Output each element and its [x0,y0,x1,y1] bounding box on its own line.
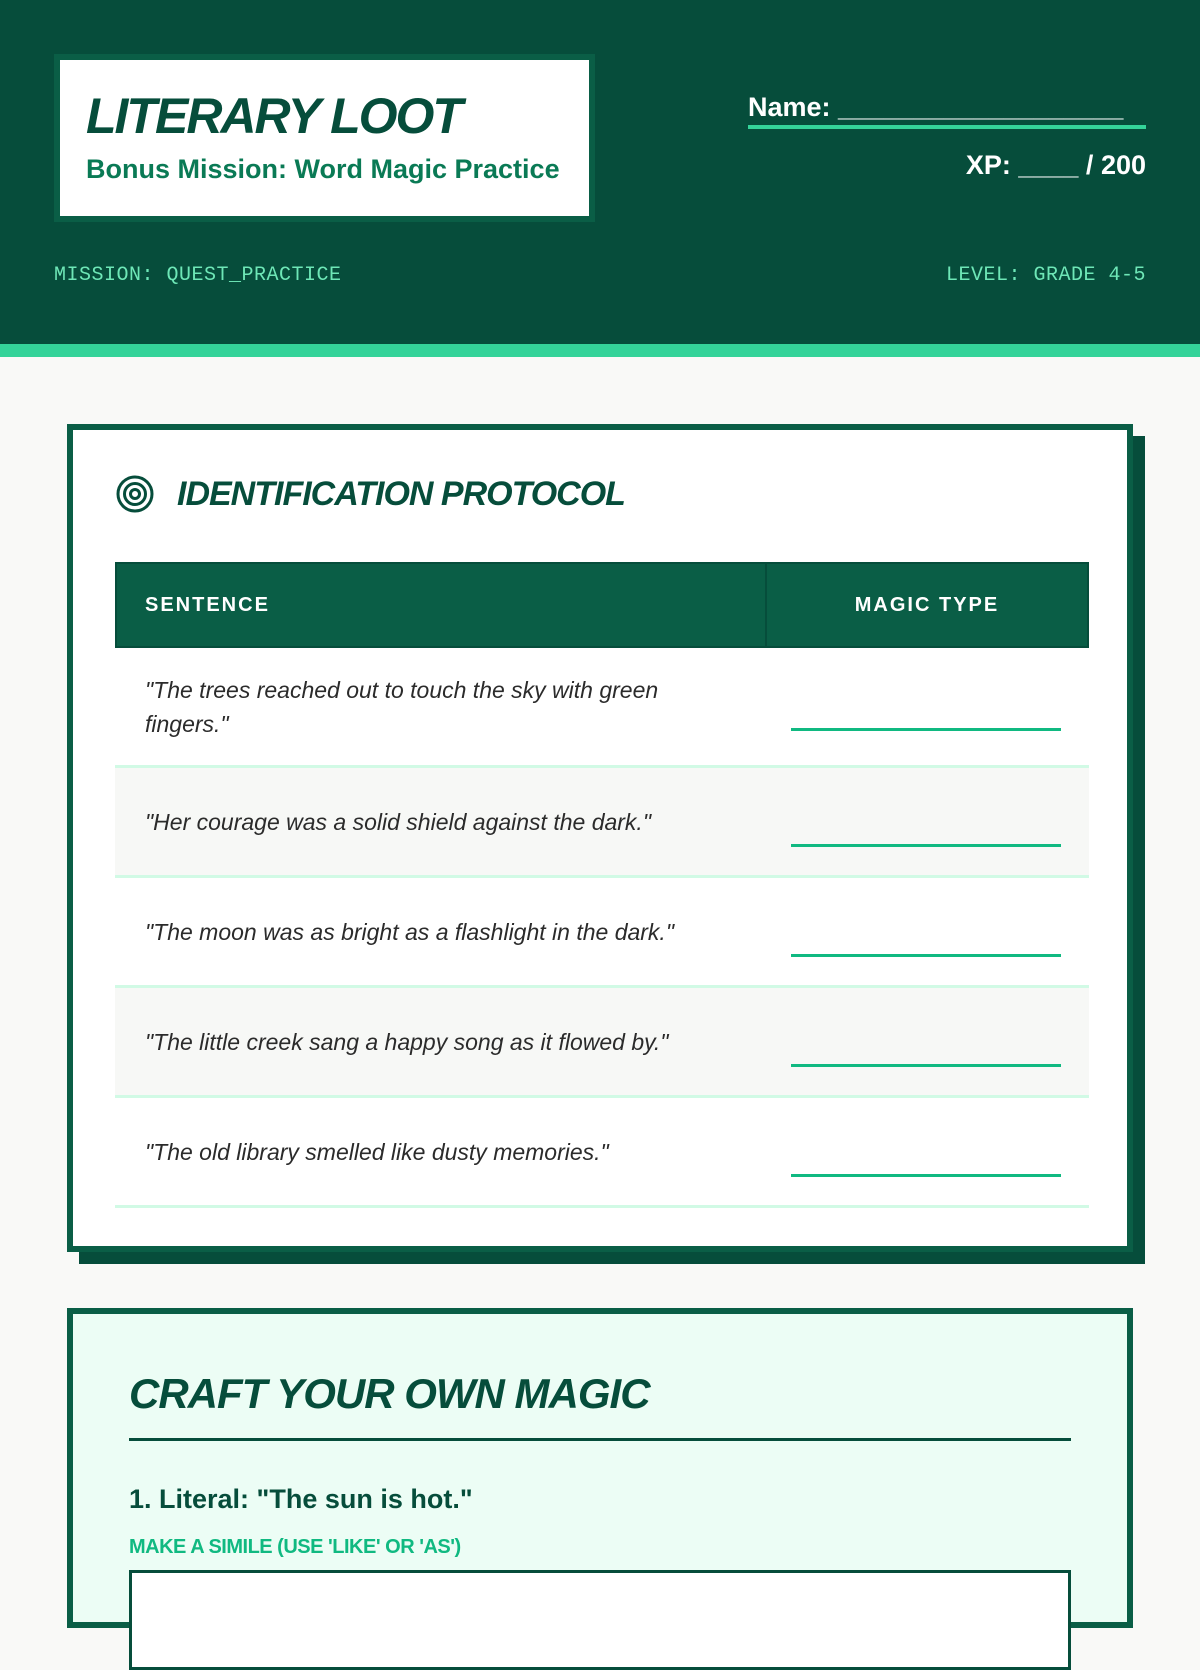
answer-line [791,954,1061,957]
sentence-cell: "Her courage was a solid shield against the dark." [145,808,651,835]
identification-card [67,424,1133,1252]
magic-type-answer[interactable] [765,648,1089,765]
magic-type-answer[interactable] [765,768,1089,875]
header-accent-bar [0,344,1200,357]
craft-section [67,1308,1133,1628]
prompt-title: 1. Literal: "The sun is hot." [129,1484,473,1514]
simile-answer-box[interactable] [129,1570,1071,1670]
answer-line [791,1064,1061,1067]
table-row [115,878,1089,988]
table-row [115,988,1089,1098]
prompt-instruction: MAKE A SIMILE (USE 'LIKE' OR 'AS') [129,1536,461,1558]
worksheet-subtitle: Bonus Mission: Word Magic Practice [86,154,560,184]
table-row [115,1098,1089,1208]
target-icon [115,474,155,514]
table-row [115,768,1089,878]
answer-line [791,844,1061,847]
craft-divider [129,1438,1071,1441]
answer-line [791,728,1061,731]
worksheet-title: LITERARY LOOT [86,88,461,144]
sentence-cell: "The trees reached out to touch the sky with green fingers." [145,676,659,737]
sentence-cell: "The little creek sang a happy song as it flowed by." [145,1028,669,1055]
sentence-cell: "The moon was as bright as a flashlight in the dark." [145,918,674,945]
title-card [54,54,595,222]
xp-field[interactable]: XP: ____ / 200 [965,150,1146,180]
mission-code: MISSION: QUEST_PRACTICE [54,264,342,287]
magic-type-answer[interactable] [765,988,1089,1095]
table-header [115,562,1089,648]
sentence-cell: "The old library smelled like dusty memories." [145,1138,609,1165]
worksheet-header [0,0,1200,344]
identification-title: IDENTIFICATION PROTOCOL [177,474,625,513]
magic-type-answer[interactable] [765,1098,1089,1205]
column-header-magic-type: MAGIC TYPE [854,593,1000,616]
answer-line [791,1174,1061,1177]
grade-level: LEVEL: GRADE 4-5 [945,264,1146,287]
identification-heading [115,474,625,514]
table-row [115,648,1089,768]
identification-table [115,562,1089,1208]
name-field[interactable]: Name: ___________________ [748,92,1146,129]
craft-title: CRAFT YOUR OWN MAGIC [129,1370,650,1417]
column-header-sentence: SENTENCE [117,564,767,646]
magic-type-answer[interactable] [765,878,1089,985]
